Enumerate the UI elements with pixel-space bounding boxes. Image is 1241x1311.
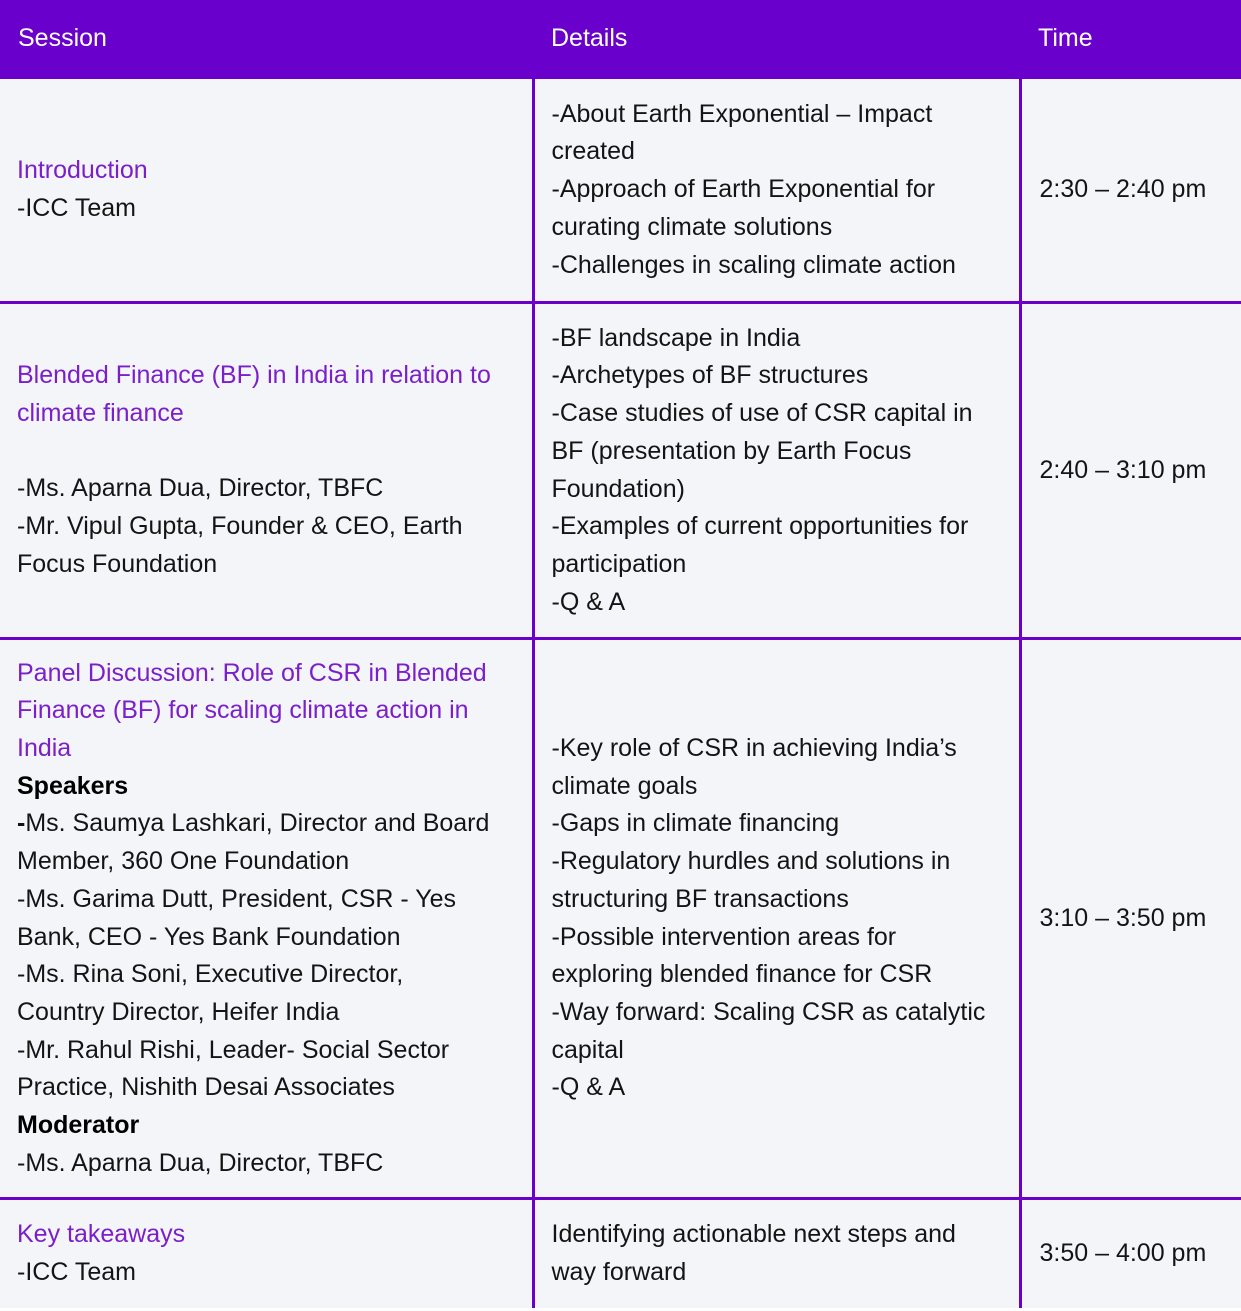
time-cell: 2:30 – 2:40 pm: [1020, 78, 1241, 303]
time-cell: 3:50 – 4:00 pm: [1020, 1199, 1241, 1309]
session-title: Blended Finance (BF) in India in relation to: [17, 361, 491, 390]
details-line: created: [551, 137, 635, 166]
table-row: [0, 1199, 1241, 1309]
moderator-heading: Moderator: [17, 1111, 140, 1140]
speaker-line: Practice, Nishith Desai Associates: [17, 1073, 395, 1102]
details-line: -Q & A: [551, 1073, 626, 1102]
details-line: -Way forward: Scaling CSR as catalytic: [551, 997, 986, 1026]
details-line: -Examples of current opportunities for: [551, 512, 969, 541]
details-line: -Challenges in scaling climate action: [551, 250, 956, 279]
header-details: Details: [533, 0, 1020, 78]
session-cell: [0, 639, 533, 1199]
details-line: -Key role of CSR in achieving India’s: [551, 733, 957, 762]
speakers-heading: Speakers: [17, 771, 129, 800]
details-line: -Case studies of use of CSR capital in: [551, 399, 973, 428]
details-line: Identifying actionable next steps and: [551, 1220, 956, 1249]
speaker-line: Bank, CEO - Yes Bank Foundation: [17, 922, 401, 951]
header-session: Session: [0, 0, 533, 78]
speaker-line: -Ms. Rina Soni, Executive Director,: [17, 960, 404, 989]
time-cell: 2:40 – 3:10 pm: [1020, 303, 1241, 639]
details-line: way forward: [551, 1258, 687, 1286]
session-cell: [0, 1199, 533, 1309]
header-time: Time: [1020, 0, 1241, 78]
details-line: -About Earth Exponential – Impact: [551, 99, 933, 128]
details-line: -Archetypes of BF structures: [551, 361, 869, 390]
speaker-line: -Mr. Rahul Rishi, Leader- Social Sector: [17, 1035, 450, 1064]
session-presenter: Focus Foundation: [17, 549, 218, 578]
session-title: Panel Discussion: Role of CSR in Blended: [17, 658, 487, 687]
details-line: BF (presentation by Earth Focus: [551, 436, 912, 465]
session-presenter: -Mr. Vipul Gupta, Founder & CEO, Earth: [17, 512, 463, 541]
details-line: -Regulatory hurdles and solutions in: [551, 847, 951, 876]
details-line: structuring BF transactions: [551, 884, 849, 913]
details-line: curating climate solutions: [551, 212, 833, 241]
speaker-dash: -: [17, 809, 26, 838]
speaker-name: Ms. Saumya Lashkari, Director and Board: [25, 809, 490, 838]
session-presenter: -ICC Team: [17, 194, 137, 222]
table-row: [0, 639, 1241, 1199]
session-title: India: [17, 733, 72, 762]
details-line: climate goals: [551, 771, 698, 800]
details-line: Foundation): [551, 474, 685, 503]
details-cell: [533, 303, 1020, 639]
time-cell: 3:10 – 3:50 pm: [1020, 639, 1241, 1199]
session-title: Finance (BF) for scaling climate action in: [17, 696, 469, 725]
header-row: [0, 0, 1241, 78]
session-cell: [0, 303, 533, 639]
details-line: -Approach of Earth Exponential for: [551, 175, 936, 204]
details-line: exploring blended finance for CSR: [551, 960, 933, 989]
speaker-line: [17, 805, 516, 843]
table-row: [0, 303, 1241, 639]
speaker-line: Country Director, Heifer India: [17, 997, 340, 1026]
details-line: participation: [551, 549, 687, 578]
details-cell: [533, 639, 1020, 1199]
table-row: [0, 78, 1241, 303]
moderator-line: -Ms. Aparna Dua, Director, TBFC: [17, 1148, 384, 1177]
details-line: -Q & A: [551, 587, 626, 616]
session-title: climate finance: [17, 399, 184, 428]
session-presenter: -ICC Team: [17, 1258, 137, 1286]
spacer: [17, 433, 516, 471]
details-line: capital: [551, 1035, 624, 1064]
details-cell: [533, 78, 1020, 303]
speaker-line: Member, 360 One Foundation: [17, 847, 350, 876]
details-line: -Possible intervention areas for: [551, 922, 897, 951]
session-title: Introduction: [17, 156, 148, 185]
session-presenter: -Ms. Aparna Dua, Director, TBFC: [17, 474, 384, 503]
details-cell: [533, 1199, 1020, 1309]
session-title: Key takeaways: [17, 1220, 186, 1249]
details-line: -BF landscape in India: [551, 323, 801, 352]
speaker-line: -Ms. Garima Dutt, President, CSR - Yes: [17, 884, 457, 913]
details-line: -Gaps in climate financing: [551, 809, 840, 838]
session-cell: [0, 78, 533, 303]
